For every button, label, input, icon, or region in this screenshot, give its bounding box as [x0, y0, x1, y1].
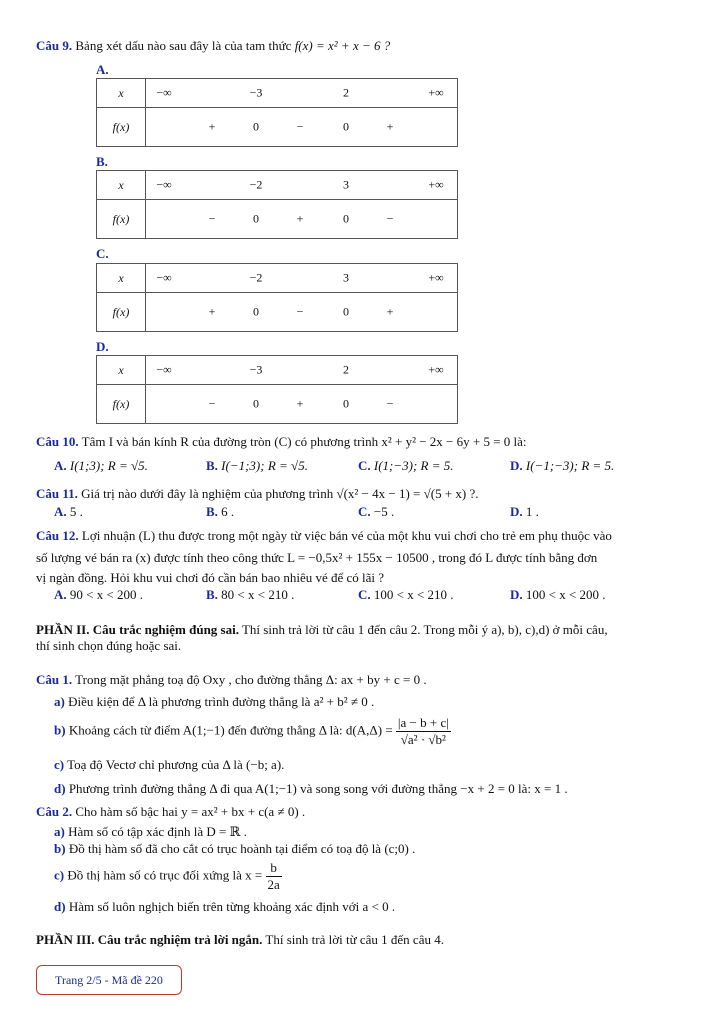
sign-value: −: [386, 396, 394, 411]
sign-table-b: [96, 170, 458, 239]
p2q2-label: Câu 2.: [36, 804, 73, 819]
p2q2-item-d[interactable]: d) Hàm số luôn nghịch biến trên từng khoảng xác định với a < 0 .: [54, 899, 396, 914]
p2q1-item-c[interactable]: c) Toạ độ Vectơ chỉ phương của Δ là (−b; a).: [54, 757, 285, 772]
page-footer-badge: Trang 2/5 - Mã đề 220: [36, 965, 182, 995]
sign-value: 0: [343, 211, 349, 226]
q12-option-d[interactable]: D. 100 < x < 200 .: [510, 587, 606, 602]
p2q2-item-c[interactable]: c) Đồ thị hàm số có trục đối xứng là x = $\frac{b}{2a}$: [54, 860, 280, 892]
x-value: −2: [249, 270, 263, 285]
x-value: +∞: [428, 85, 444, 100]
q12-line-1: Câu 12. Lợi nhuận (L) thu được trong một ngày từ việc bán vé của một khu vui chơi cho trẻ em phụ thuộc vào: [36, 528, 612, 543]
q9-option-d-letter: D.: [96, 339, 109, 354]
x-value: 3: [343, 177, 349, 192]
q11-option-d[interactable]: D. 1 .: [510, 504, 539, 519]
q9-stem: [36, 38, 390, 54]
q9-expr: f(x) = x² + x − 6 ?: [294, 38, 391, 53]
x-value: 3: [343, 270, 349, 285]
x-header: x: [97, 79, 146, 108]
q12-option-a[interactable]: A. 90 < x < 200 .: [54, 587, 144, 602]
p2q2-item-a[interactable]: a) Hàm số có tập xác định là D = ℝ .: [54, 824, 247, 839]
x-header: x: [97, 264, 146, 293]
sign-value: −: [296, 119, 304, 134]
sign-value: −: [208, 396, 216, 411]
x-value: +∞: [428, 177, 444, 192]
q11-option-b[interactable]: B. 6 .: [206, 504, 235, 519]
sign-value: 0: [343, 396, 349, 411]
x-value: −∞: [156, 177, 172, 192]
q11-text: Giá trị nào dưới đây là nghiệm của phương trình √(x² − 4x − 1) = √(5 + x) ?.: [81, 486, 479, 501]
sign-value: −: [208, 211, 216, 226]
sign-value: +: [208, 119, 216, 134]
q9-option-c-letter: C.: [96, 246, 109, 261]
part3-title: PHẦN III. Câu trắc nghiệm trả lời ngắn.: [36, 932, 263, 947]
sign-value: −: [296, 304, 304, 319]
q10-option-a[interactable]: A. I(1;3); R = √5.: [54, 458, 148, 473]
x-header: x: [97, 356, 146, 385]
q10-option-c[interactable]: C. I(1;−3); R = 5.: [358, 458, 454, 473]
q12-option-c[interactable]: C. 100 < x < 210 .: [358, 587, 454, 602]
sign-table-d: [96, 355, 458, 424]
q11-stem: [36, 486, 479, 502]
q9-text: Bảng xét dấu nào sau đây là của tam thức: [75, 38, 292, 53]
sign-value: −: [386, 211, 394, 226]
x-value: 2: [343, 362, 349, 377]
p2q1-item-d[interactable]: d) Phương trình đường thẳng Δ đi qua A(1;−1) và song song với đường thẳng −x + 2 = 0 là: x = 1 .: [54, 781, 568, 796]
fx-header: f(x): [97, 200, 146, 239]
fx-header: f(x): [97, 293, 146, 332]
x-value: 2: [343, 85, 349, 100]
q10-label: Câu 10.: [36, 434, 79, 449]
q10-option-d[interactable]: D. I(−1;−3); R = 5.: [510, 458, 615, 473]
q11-option-c[interactable]: C. −5 .: [358, 504, 395, 519]
q12-option-b[interactable]: B. 80 < x < 210 .: [206, 587, 295, 602]
sign-value: +: [208, 304, 216, 319]
x-header: x: [97, 171, 146, 200]
q9-label: Câu 9.: [36, 38, 73, 53]
x-value: −∞: [156, 270, 172, 285]
q11-option-a[interactable]: A. 5 .: [54, 504, 83, 519]
q9-option-b-letter: B.: [96, 154, 108, 169]
part2-title: PHẦN II. Câu trắc nghiệm đúng sai.: [36, 622, 239, 637]
x-value: −3: [249, 362, 263, 377]
q10-stem: [36, 434, 527, 450]
sign-value: 0: [343, 304, 349, 319]
part2-text-2: thí sinh chọn đúng hoặc sai.: [36, 638, 182, 653]
x-value: −3: [249, 85, 263, 100]
sign-table-a: [96, 78, 458, 147]
sign-value: 0: [253, 304, 259, 319]
q9-option-a-letter: A.: [96, 62, 109, 77]
p2q1-label: Câu 1.: [36, 672, 73, 687]
p2q1-stem: Câu 1. Trong mặt phẳng toạ độ Oxy , cho đường thẳng Δ: ax + by + c = 0 .: [36, 672, 427, 687]
fx-header: f(x): [97, 108, 146, 147]
fx-header: f(x): [97, 385, 146, 424]
q10-option-b[interactable]: B. I(−1;3); R = √5.: [206, 458, 308, 473]
p2q2-item-b[interactable]: b) Đồ thị hàm số đã cho cắt có trục hoành tại điểm có toạ độ là (c;0) .: [54, 841, 416, 856]
sign-value: +: [386, 119, 394, 134]
sign-value: 0: [253, 211, 259, 226]
p2q1-item-b[interactable]: b) Khoảng cách từ điểm A(1;−1) đến đường thẳng Δ là: d(A,Δ) = $\frac{|a - b + c|}{\text{√a² · √b²}}$: [54, 715, 449, 747]
x-value: −∞: [156, 85, 172, 100]
part3-heading: PHẦN III. Câu trắc nghiệm trả lời ngắn. Thí sinh trả lời từ câu 1 đến câu 4.: [36, 932, 444, 947]
sign-table-c: [96, 263, 458, 332]
p2q1-item-a[interactable]: a) Điều kiện để Δ là phương trình đường thẳng là a² + b² ≠ 0 .: [54, 694, 375, 709]
sign-value: 0: [343, 119, 349, 134]
sign-value: 0: [253, 119, 259, 134]
q12-line-2: số lượng vé bán ra (x) được tính theo công thức L = −0,5x² + 155x − 10500 , trong đó L được tính bằng đơn: [36, 550, 598, 565]
x-value: +∞: [428, 362, 444, 377]
distance-fraction: $\frac{|a - b + c|}{\text{√a² · √b²}}$: [397, 715, 449, 747]
q10-text: Tâm I và bán kính R của đường tròn (C) có phương trình x² + y² − 2x − 6y + 5 = 0 là:: [81, 434, 527, 449]
q11-label: Câu 11.: [36, 486, 78, 501]
p2q2-stem: Câu 2. Cho hàm số bậc hai y = ax² + bx + c(a ≠ 0) .: [36, 804, 306, 819]
sign-value: +: [296, 396, 304, 411]
sign-value: +: [386, 304, 394, 319]
q12-label: Câu 12.: [36, 528, 79, 543]
x-value: +∞: [428, 270, 444, 285]
sign-value: +: [296, 211, 304, 226]
sign-value: 0: [253, 396, 259, 411]
part2-heading: PHẦN II. Câu trắc nghiệm đúng sai. Thí sinh trả lời từ câu 1 đến câu 2. Trong mỗi ý a), b), c),d) ở mỗi câu,: [36, 622, 608, 637]
axis-fraction: $\frac{b}{2a}$: [267, 860, 280, 892]
q12-line-3: vị ngàn đồng. Hỏi khu vui chơi đó cần bán bao nhiêu vé để có lãi ?: [36, 570, 385, 585]
x-value: −∞: [156, 362, 172, 377]
x-value: −2: [249, 177, 263, 192]
